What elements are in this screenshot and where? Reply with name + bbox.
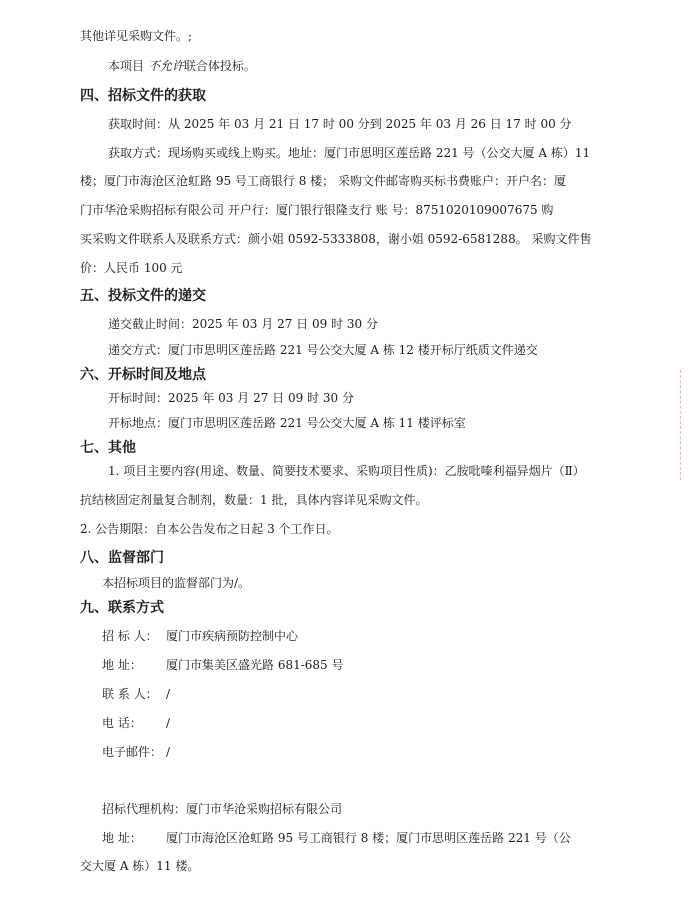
opening-place: 开标地点：厦门市思明区莲岳路 221 号公交大厦 A 栋 11 楼评标室 [108,416,466,430]
contact-label: 联 系 人： [102,687,158,701]
agency-row [102,802,642,816]
contact-label: 地 址： [102,658,142,672]
contact-label: 电子邮件： [102,745,163,759]
seal-edge-mark [680,370,689,480]
section-8-heading: 八、监督部门 [80,550,164,566]
joint-bid-suffix: 联合体投标。 [183,59,256,73]
contact-value: / [166,745,171,759]
submission-deadline: 递交截止时间：2025 年 03 月 27 日 09 时 30 分 [108,317,378,331]
contact-label: 电 话： [102,716,142,730]
contact-value: / [166,716,171,730]
submission-method: 递交方式：厦门市思明区莲岳路 221 号公交大厦 A 栋 12 楼开标厅纸质文件递交 [108,343,538,357]
contact-value: 厦门市集美区盛光路 681-685 号 [166,658,344,672]
agency-address-label: 地 址： [102,831,142,845]
acquisition-method-line-2: 楼；厦门市海沧区沧虹路 95 号工商银行 8 楼； 采购文件邮寄购买标书费账户：开户名：厦 [80,174,566,188]
acquisition-method-line-5: 价：人民币 100 元 [80,261,183,275]
joint-bid-prefix: 本项目 [108,59,145,73]
acquisition-method-line-1: 获取方式：现场购买或线上购买。地址：厦门市思明区莲岳路 221 号（公交大厦 A 栋）11 [108,146,591,160]
agency-value: 厦门市华沧采购招标有限公司 [186,802,343,816]
section-5-heading: 五、投标文件的递交 [80,288,206,304]
supervision-text: 本招标项目的监督部门为/。 [102,576,251,590]
agency-address-line-1 [102,831,642,845]
contact-label: 招 标 人： [102,629,158,643]
contact-row [102,658,642,672]
section-6-heading: 六、开标时间及地点 [80,367,206,383]
joint-bid-emphasis: 不允许 [147,59,184,73]
acquisition-method-line-3: 门市华沧采购招标有限公司 开户行：厦门银行银隆支行 账 号：8751020109007675 购 [80,203,554,217]
acquisition-method-line-4: 买采购文件联系人及联系方式：颜小姐 0592-5333808，谢小姐 0592-6581288。 采购文件售 [80,232,592,246]
contact-row [102,745,642,759]
section-4-heading: 四、招标文件的获取 [80,88,206,104]
joint-bid-text [108,59,648,73]
section-9-heading: 九、联系方式 [80,600,164,616]
agency-label: 招标代理机构： [102,802,187,816]
contact-row [102,629,642,643]
other-details-text: 其他详见采购文件。; [80,29,193,43]
opening-time: 开标时间：2025 年 03 月 27 日 09 时 30 分 [108,391,354,405]
other-item-1-line-1: 1. 项目主要内容(用途、数量、简要技术要求、采购项目性质)：乙胺吡嗪利福异烟片（Ⅱ） [108,464,585,478]
agency-address-line-2: 交大厦 A 栋）11 楼。 [80,859,200,873]
other-item-1-line-2: 抗结核固定剂量复合制剂，数量：1 批，具体内容详见采购文件。 [80,493,428,507]
acquisition-time: 获取时间：从 2025 年 03 月 21 日 17 时 00 分到 2025 年 03 月 26 日 17 时 00 分 [108,117,572,131]
section-7-heading: 七、其他 [80,440,136,456]
contact-row [102,716,642,730]
contact-row [102,687,642,701]
contact-value: 厦门市疾病预防控制中心 [166,629,299,643]
agency-address-value: 厦门市海沧区沧虹路 95 号工商银行 8 楼；厦门市思明区莲岳路 221 号（公 [166,831,571,845]
other-item-2: 2. 公告期限：自本公告发布之日起 3 个工作日。 [80,522,339,536]
contact-value: / [166,687,171,701]
